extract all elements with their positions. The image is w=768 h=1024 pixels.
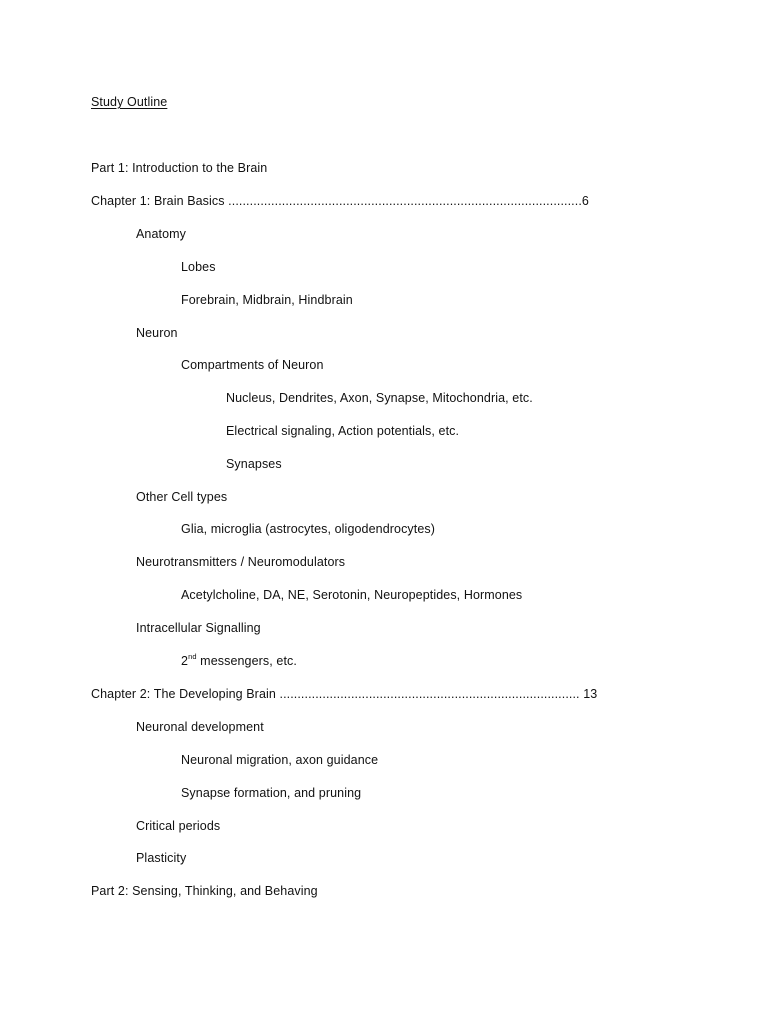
outline-item-anatomy: Anatomy xyxy=(136,227,187,241)
document-title: Study Outline xyxy=(91,95,168,109)
part-1-heading: Part 1: Introduction to the Brain xyxy=(91,161,268,175)
outline-item-neurotransmitters: Neurotransmitters / Neuromodulators xyxy=(136,555,346,569)
outline-item-other-cell-types: Other Cell types xyxy=(136,490,228,504)
outline-item-intracellular-signalling: Intracellular Signalling xyxy=(136,621,261,635)
outline-item-synapse-formation: Synapse formation, and pruning xyxy=(181,786,362,800)
outline-item-compartments: Compartments of Neuron xyxy=(181,358,324,372)
outline-item-glia: Glia, microglia (astrocytes, oligodendrocytes) xyxy=(181,522,436,536)
outline-item-neuron: Neuron xyxy=(136,326,178,340)
outline-item-second-messengers xyxy=(181,653,297,669)
chapter-1-entry: Chapter 1: Brain Basics ...................................................................................................6 xyxy=(91,194,589,208)
outline-item-neurotransmitter-list: Acetylcholine, DA, NE, Serotonin, Neuropeptides, Hormones xyxy=(181,588,523,602)
ordinal-suffix: nd xyxy=(188,651,197,661)
part-2-heading: Part 2: Sensing, Thinking, and Behaving xyxy=(91,884,318,898)
outline-item-electrical-signaling: Electrical signaling, Action potentials, etc. xyxy=(226,424,460,438)
outline-item-neuronal-development: Neuronal development xyxy=(136,720,264,734)
chapter-2-entry: Chapter 2: The Developing Brain .................................................................................... 13 xyxy=(91,687,598,701)
ordinal-number: 2 xyxy=(181,654,189,668)
messengers-text: messengers, etc. xyxy=(196,654,297,668)
outline-item-brain-regions: Forebrain, Midbrain, Hindbrain xyxy=(181,293,353,307)
outline-item-neuronal-migration: Neuronal migration, axon guidance xyxy=(181,753,379,767)
outline-item-lobes: Lobes xyxy=(181,260,216,274)
outline-item-plasticity: Plasticity xyxy=(136,851,187,865)
outline-item-synapses: Synapses xyxy=(226,457,282,471)
outline-item-compartment-list: Nucleus, Dendrites, Axon, Synapse, Mitochondria, etc. xyxy=(226,391,533,405)
outline-item-critical-periods: Critical periods xyxy=(136,819,221,833)
